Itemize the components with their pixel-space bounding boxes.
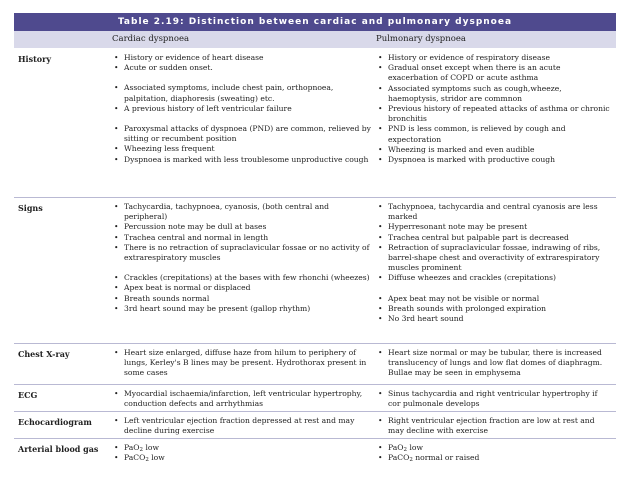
list-item: • Trachea central but palpable part is decreased xyxy=(376,233,612,243)
abg-pulmonary-cell xyxy=(376,443,612,463)
list-item: • PaO$_2$ low xyxy=(376,443,612,453)
history-cardiac-cell xyxy=(112,53,372,165)
list-item: • Breath sounds normal xyxy=(112,294,372,304)
list-item: • PaCO$_2$ normal or raised xyxy=(376,453,612,463)
list-item: • No 3rd heart sound xyxy=(376,314,612,324)
list-item: • Wheezing is marked and even audible xyxy=(376,145,612,155)
list-item: • History or evidence of respiratory disease xyxy=(376,53,612,63)
row-divider xyxy=(14,197,616,198)
list-item: • PaCO$_2$ low xyxy=(112,453,372,463)
abg-cardiac-cell xyxy=(112,443,372,463)
row-label-signs: Signs xyxy=(18,203,43,213)
list-item: • Wheezing less frequent xyxy=(112,144,372,154)
row-label-ecg: ECG xyxy=(18,390,38,400)
list-item: • Tachypnoea, tachycardia and central cyanosis are less marked xyxy=(376,202,612,222)
list-item: • Heart size enlarged, diffuse haze from hilum to periphery of lungs, Kerley's B lines may be present. Hydrothorax present in some cases xyxy=(112,348,372,379)
list-item: • Acute or sudden onset. xyxy=(112,63,372,73)
column-header-cardiac: Cardiac dyspnoea xyxy=(112,34,190,44)
list-item: • Heart size normal or may be tubular, there is increased translucency of lungs and low flat domes of diaphragm. Bullae may be seen in emphysema xyxy=(376,348,612,379)
list-item: • A previous history of left ventricular failure xyxy=(112,104,372,114)
row-divider xyxy=(14,384,616,385)
row-divider xyxy=(14,343,616,344)
list-item: • History or evidence of heart disease xyxy=(112,53,372,63)
list-item: • PaO$_2$ low xyxy=(112,443,372,453)
signs-cardiac-cell xyxy=(112,202,372,314)
list-item: • Dyspnoea is marked with productive cough xyxy=(376,155,612,165)
list-item: • Paroxysmal attacks of dyspnoea (PND) are common, relieved by sitting or recumbent position xyxy=(112,124,372,144)
list-item: • Previous history of repeated attacks of asthma or chronic bronchitis xyxy=(376,104,612,124)
row-label-echocardiogram: Echocardiogram xyxy=(18,417,92,427)
list-item: • There is no retraction of supraclavicular fossae or no activity of extrarespiratory muscles xyxy=(112,243,372,263)
xray-cardiac-cell xyxy=(112,348,372,379)
list-item: • Crackles (crepitations) at the bases with few rhonchi (wheezes) xyxy=(112,273,372,283)
echo-cardiac-cell xyxy=(112,416,372,436)
list-item: • Retraction of supraclavicular fossae, indrawing of ribs, barrel-shape chest and overactivity of extrarespiratory muscles prominent xyxy=(376,243,612,274)
row-label-chest-xray: Chest X-ray xyxy=(18,349,70,359)
row-divider xyxy=(14,438,616,439)
list-item: • Dyspnoea is marked with less troublesome unproductive cough xyxy=(112,155,372,165)
list-item: • Right ventricular ejection fraction are low at rest and may decline with exercise xyxy=(376,416,612,436)
row-label-history: History xyxy=(18,54,51,64)
table-header-row xyxy=(14,31,616,48)
column-header-pulmonary: Pulmonary dyspnoea xyxy=(376,34,466,44)
signs-pulmonary-cell xyxy=(376,202,612,324)
list-item: • Associated symptoms such as cough,wheeze, haemoptysis, stridor are commnon xyxy=(376,84,612,104)
list-item: • Myocardial ischaemia/infarction, left ventricular hypertrophy, conduction defects and arrhythmias xyxy=(112,389,372,409)
list-item: • Breath sounds with prolonged expiration xyxy=(376,304,612,314)
list-item: • Apex beat may not be visible or normal xyxy=(376,294,612,304)
list-item: • Left ventricular ejection fraction depressed at rest and may decline during exercise xyxy=(112,416,372,436)
list-item: • Percussion note may be dull at bases xyxy=(112,222,372,232)
ecg-pulmonary-cell xyxy=(376,389,612,409)
list-item: • Trachea central and normal in length xyxy=(112,233,372,243)
row-label-arterial-blood-gas: Arterial blood gas xyxy=(18,444,99,454)
history-pulmonary-cell xyxy=(376,53,612,165)
echo-pulmonary-cell xyxy=(376,416,612,436)
table-title: Table 2.19: Distinction between cardiac and pulmonary dyspnoea xyxy=(14,13,616,31)
row-divider xyxy=(14,411,616,412)
ecg-cardiac-cell xyxy=(112,389,372,409)
list-item: • Apex beat is normal or displaced xyxy=(112,283,372,293)
list-item: • PND is less common, is relieved by cough and expectoration xyxy=(376,124,612,144)
list-item: • 3rd heart sound may be present (gallop rhythm) xyxy=(112,304,372,314)
list-item: • Gradual onset except when there is an acute exacerbation of COPD or acute asthma xyxy=(376,63,612,83)
list-item: • Sinus tachycardia and right ventricular hypertrophy if cor pulmonale develops xyxy=(376,389,612,409)
list-item: • Tachycardia, tachypnoea, cyanosis, (both central and peripheral) xyxy=(112,202,372,222)
list-item: • Diffuse wheezes and crackles (crepitations) xyxy=(376,273,612,283)
list-item: • Hyperresonant note may be present xyxy=(376,222,612,232)
xray-pulmonary-cell xyxy=(376,348,612,379)
list-item: • Associated symptoms, include chest pain, orthopnoea, palpitation, diaphoresis (sweating) etc. xyxy=(112,83,372,103)
